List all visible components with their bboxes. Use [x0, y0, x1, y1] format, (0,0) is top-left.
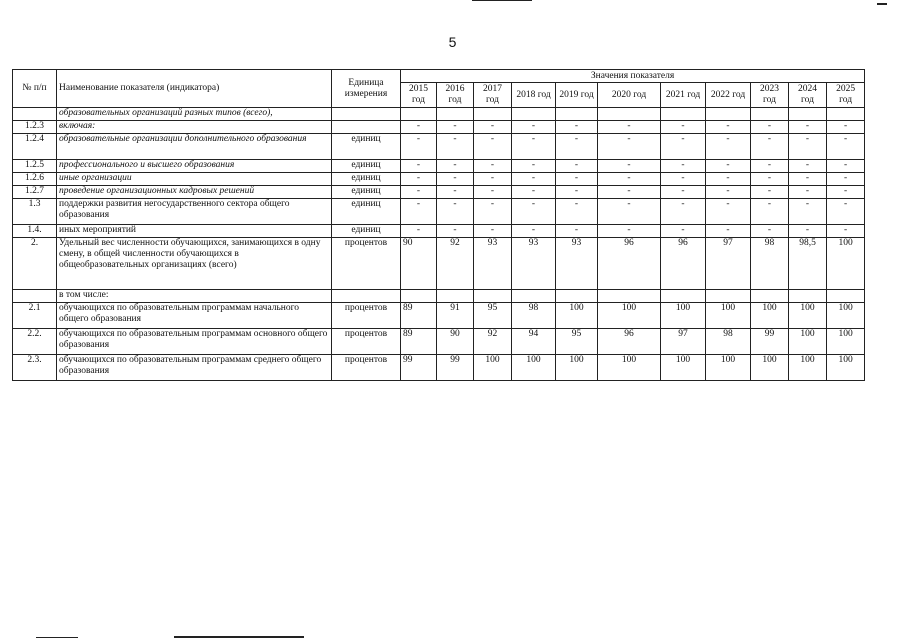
table-row [13, 134, 865, 160]
indicator-name: иных мероприятий [57, 225, 332, 238]
value-cell: - [556, 199, 598, 225]
value-cell: 100 [751, 355, 789, 381]
value-cell [437, 290, 474, 303]
table-row [13, 290, 865, 303]
year-header: 2024 год [789, 83, 827, 108]
value-cell: 100 [789, 355, 827, 381]
scan-mark-corner [877, 3, 887, 5]
year-header: 2021 год [661, 83, 706, 108]
value-cell: - [827, 225, 865, 238]
value-cell: - [827, 121, 865, 134]
unit-cell: единиц [332, 186, 401, 199]
scan-mark-bottom [174, 636, 304, 638]
value-cell: - [512, 173, 556, 186]
value-cell [598, 108, 661, 121]
row-number [13, 108, 57, 121]
value-cell: - [789, 186, 827, 199]
value-cell: - [512, 160, 556, 173]
value-cell: - [661, 173, 706, 186]
indicator-name: профессионального и высшего образования [57, 160, 332, 173]
value-cell [751, 290, 789, 303]
indicator-name: образовательных организаций разных типов (всего), [57, 108, 332, 121]
value-cell: - [437, 186, 474, 199]
year-header: 2018 год [512, 83, 556, 108]
value-cell: - [474, 134, 512, 160]
value-cell: - [474, 121, 512, 134]
header-no: № п/п [13, 70, 57, 108]
value-cell: 94 [512, 329, 556, 355]
value-cell: 100 [661, 355, 706, 381]
header-values: Значения показателя [401, 70, 865, 83]
unit-cell: единиц [332, 199, 401, 225]
table-row [13, 121, 865, 134]
value-cell: - [789, 225, 827, 238]
value-cell [706, 290, 751, 303]
value-cell: - [827, 186, 865, 199]
value-cell: 95 [556, 329, 598, 355]
table-row [13, 329, 865, 355]
value-cell: - [751, 173, 789, 186]
value-cell: - [598, 121, 661, 134]
value-cell: 98 [706, 329, 751, 355]
unit-cell: процентов [332, 238, 401, 290]
value-cell: 100 [789, 303, 827, 329]
value-cell: - [661, 121, 706, 134]
value-cell [401, 108, 437, 121]
value-cell: - [556, 225, 598, 238]
value-cell: - [598, 199, 661, 225]
row-number: 2.1 [13, 303, 57, 329]
indicator-table-body [13, 108, 865, 381]
value-cell: - [661, 225, 706, 238]
value-cell: 97 [661, 329, 706, 355]
value-cell: - [474, 186, 512, 199]
value-cell: - [751, 225, 789, 238]
value-cell: 93 [512, 238, 556, 290]
row-number: 1.2.5 [13, 160, 57, 173]
value-cell: 100 [827, 238, 865, 290]
value-cell: - [706, 121, 751, 134]
value-cell: 99 [437, 355, 474, 381]
value-cell [661, 290, 706, 303]
row-number: 1.2.3 [13, 121, 57, 134]
value-cell: 91 [437, 303, 474, 329]
value-cell: - [598, 160, 661, 173]
indicator-name: образовательные организации дополнительного образования [57, 134, 332, 160]
value-cell: - [789, 160, 827, 173]
header-unit: Единица измерения [332, 70, 401, 108]
value-cell: - [751, 160, 789, 173]
value-cell: 95 [474, 303, 512, 329]
value-cell [661, 108, 706, 121]
value-cell: - [512, 199, 556, 225]
value-cell: 97 [706, 238, 751, 290]
value-cell: - [437, 121, 474, 134]
value-cell: - [556, 173, 598, 186]
value-cell: - [827, 134, 865, 160]
value-cell [474, 290, 512, 303]
value-cell: 90 [401, 238, 437, 290]
table-row [13, 303, 865, 329]
value-cell: 96 [661, 238, 706, 290]
indicator-name: обучающихся по образовательным программам основного общего образования [57, 329, 332, 355]
value-cell: - [706, 225, 751, 238]
indicator-name: обучающихся по образовательным программам начального общего образования [57, 303, 332, 329]
row-number: 1.4. [13, 225, 57, 238]
value-cell: - [598, 225, 661, 238]
row-number: 2. [13, 238, 57, 290]
indicator-table [12, 69, 865, 381]
value-cell: - [474, 199, 512, 225]
scan-mark-bottom-left [36, 637, 78, 638]
value-cell: 100 [598, 303, 661, 329]
value-cell [556, 290, 598, 303]
value-cell: - [789, 134, 827, 160]
value-cell: - [789, 199, 827, 225]
indicator-name: в том числе: [57, 290, 332, 303]
value-cell: - [437, 199, 474, 225]
year-header: 2025 год [827, 83, 865, 108]
value-cell: - [661, 134, 706, 160]
value-cell: - [706, 160, 751, 173]
value-cell: 98 [512, 303, 556, 329]
value-cell [789, 108, 827, 121]
row-number: 1.3 [13, 199, 57, 225]
value-cell: - [437, 173, 474, 186]
value-cell: 100 [706, 303, 751, 329]
value-cell: - [401, 160, 437, 173]
value-cell: 100 [556, 303, 598, 329]
value-cell: 93 [474, 238, 512, 290]
year-header: 2016 год [437, 83, 474, 108]
unit-cell [332, 290, 401, 303]
value-cell: 99 [751, 329, 789, 355]
unit-cell: единиц [332, 225, 401, 238]
value-cell: 98,5 [789, 238, 827, 290]
value-cell: - [706, 186, 751, 199]
value-cell: 100 [827, 355, 865, 381]
value-cell: 92 [437, 238, 474, 290]
value-cell: - [401, 186, 437, 199]
value-cell: - [706, 173, 751, 186]
value-cell: - [706, 199, 751, 225]
year-header: 2023 год [751, 83, 789, 108]
value-cell: - [401, 199, 437, 225]
value-cell: - [789, 121, 827, 134]
value-cell: - [706, 134, 751, 160]
value-cell: - [751, 121, 789, 134]
value-cell [474, 108, 512, 121]
value-cell: - [827, 199, 865, 225]
value-cell: 100 [474, 355, 512, 381]
value-cell: - [437, 134, 474, 160]
value-cell [512, 108, 556, 121]
value-cell: 92 [474, 329, 512, 355]
value-cell: 100 [789, 329, 827, 355]
value-cell: - [474, 173, 512, 186]
indicator-name: проведение организационных кадровых решений [57, 186, 332, 199]
value-cell: - [661, 199, 706, 225]
table-row [13, 173, 865, 186]
unit-cell: единиц [332, 173, 401, 186]
indicator-name: Удельный вес численности обучающихся, занимающихся в одну смену, в общей численности обучающихся в общеобразовательных организациях (всего) [57, 238, 332, 290]
value-cell: - [751, 134, 789, 160]
value-cell: - [661, 186, 706, 199]
value-cell [437, 108, 474, 121]
value-cell: - [556, 160, 598, 173]
value-cell: - [827, 173, 865, 186]
value-cell: 90 [437, 329, 474, 355]
value-cell: 96 [598, 329, 661, 355]
year-header: 2015 год [401, 83, 437, 108]
table-row [13, 238, 865, 290]
value-cell: - [512, 225, 556, 238]
table-row [13, 186, 865, 199]
indicator-name: иные организации [57, 173, 332, 186]
value-cell: 99 [401, 355, 437, 381]
row-number: 1.2.4 [13, 134, 57, 160]
value-cell [706, 108, 751, 121]
value-cell: - [789, 173, 827, 186]
value-cell: - [512, 134, 556, 160]
year-header: 2017 год [474, 83, 512, 108]
value-cell: 100 [751, 303, 789, 329]
value-cell [751, 108, 789, 121]
year-header: 2022 год [706, 83, 751, 108]
value-cell [598, 290, 661, 303]
unit-cell: процентов [332, 329, 401, 355]
unit-cell: процентов [332, 303, 401, 329]
value-cell: - [437, 160, 474, 173]
value-cell: - [437, 225, 474, 238]
table-row [13, 108, 865, 121]
value-cell: - [598, 186, 661, 199]
year-header: 2020 год [598, 83, 661, 108]
unit-cell [332, 108, 401, 121]
value-cell [401, 290, 437, 303]
value-cell: - [401, 225, 437, 238]
value-cell: - [512, 121, 556, 134]
row-number: 2.3. [13, 355, 57, 381]
value-cell: - [474, 160, 512, 173]
header-name: Наименование показателя (индикатора) [57, 70, 332, 108]
row-number [13, 290, 57, 303]
value-cell: 100 [661, 303, 706, 329]
indicator-name: обучающихся по образовательным программам среднего общего образования [57, 355, 332, 381]
row-number: 2.2. [13, 329, 57, 355]
value-cell: - [401, 121, 437, 134]
value-cell [789, 290, 827, 303]
unit-cell [332, 121, 401, 134]
value-cell: - [512, 186, 556, 199]
value-cell: 100 [556, 355, 598, 381]
value-cell: 100 [827, 329, 865, 355]
value-cell: 96 [598, 238, 661, 290]
value-cell: 100 [827, 303, 865, 329]
row-number: 1.2.7 [13, 186, 57, 199]
value-cell: - [556, 134, 598, 160]
value-cell: 98 [751, 238, 789, 290]
table-row [13, 225, 865, 238]
page-number: 5 [448, 34, 457, 50]
value-cell: 93 [556, 238, 598, 290]
table-row [13, 199, 865, 225]
indicator-name: включая: [57, 121, 332, 134]
value-cell: - [401, 134, 437, 160]
value-cell: - [556, 186, 598, 199]
value-cell: - [598, 134, 661, 160]
value-cell: - [556, 121, 598, 134]
scan-mark-top [472, 0, 532, 1]
row-number: 1.2.6 [13, 173, 57, 186]
value-cell [512, 290, 556, 303]
value-cell: - [598, 173, 661, 186]
value-cell: 100 [598, 355, 661, 381]
value-cell [827, 108, 865, 121]
table-row [13, 355, 865, 381]
value-cell: - [751, 199, 789, 225]
table-row [13, 160, 865, 173]
value-cell: - [474, 225, 512, 238]
unit-cell: единиц [332, 134, 401, 160]
indicator-name: поддержки развития негосударственного сектора общего образования [57, 199, 332, 225]
value-cell [556, 108, 598, 121]
value-cell: - [401, 173, 437, 186]
value-cell: - [751, 186, 789, 199]
unit-cell: единиц [332, 160, 401, 173]
unit-cell: процентов [332, 355, 401, 381]
value-cell: - [661, 160, 706, 173]
value-cell: - [827, 160, 865, 173]
value-cell: 100 [512, 355, 556, 381]
value-cell: 89 [401, 329, 437, 355]
value-cell: 89 [401, 303, 437, 329]
value-cell [827, 290, 865, 303]
year-header: 2019 год [556, 83, 598, 108]
value-cell: 100 [706, 355, 751, 381]
